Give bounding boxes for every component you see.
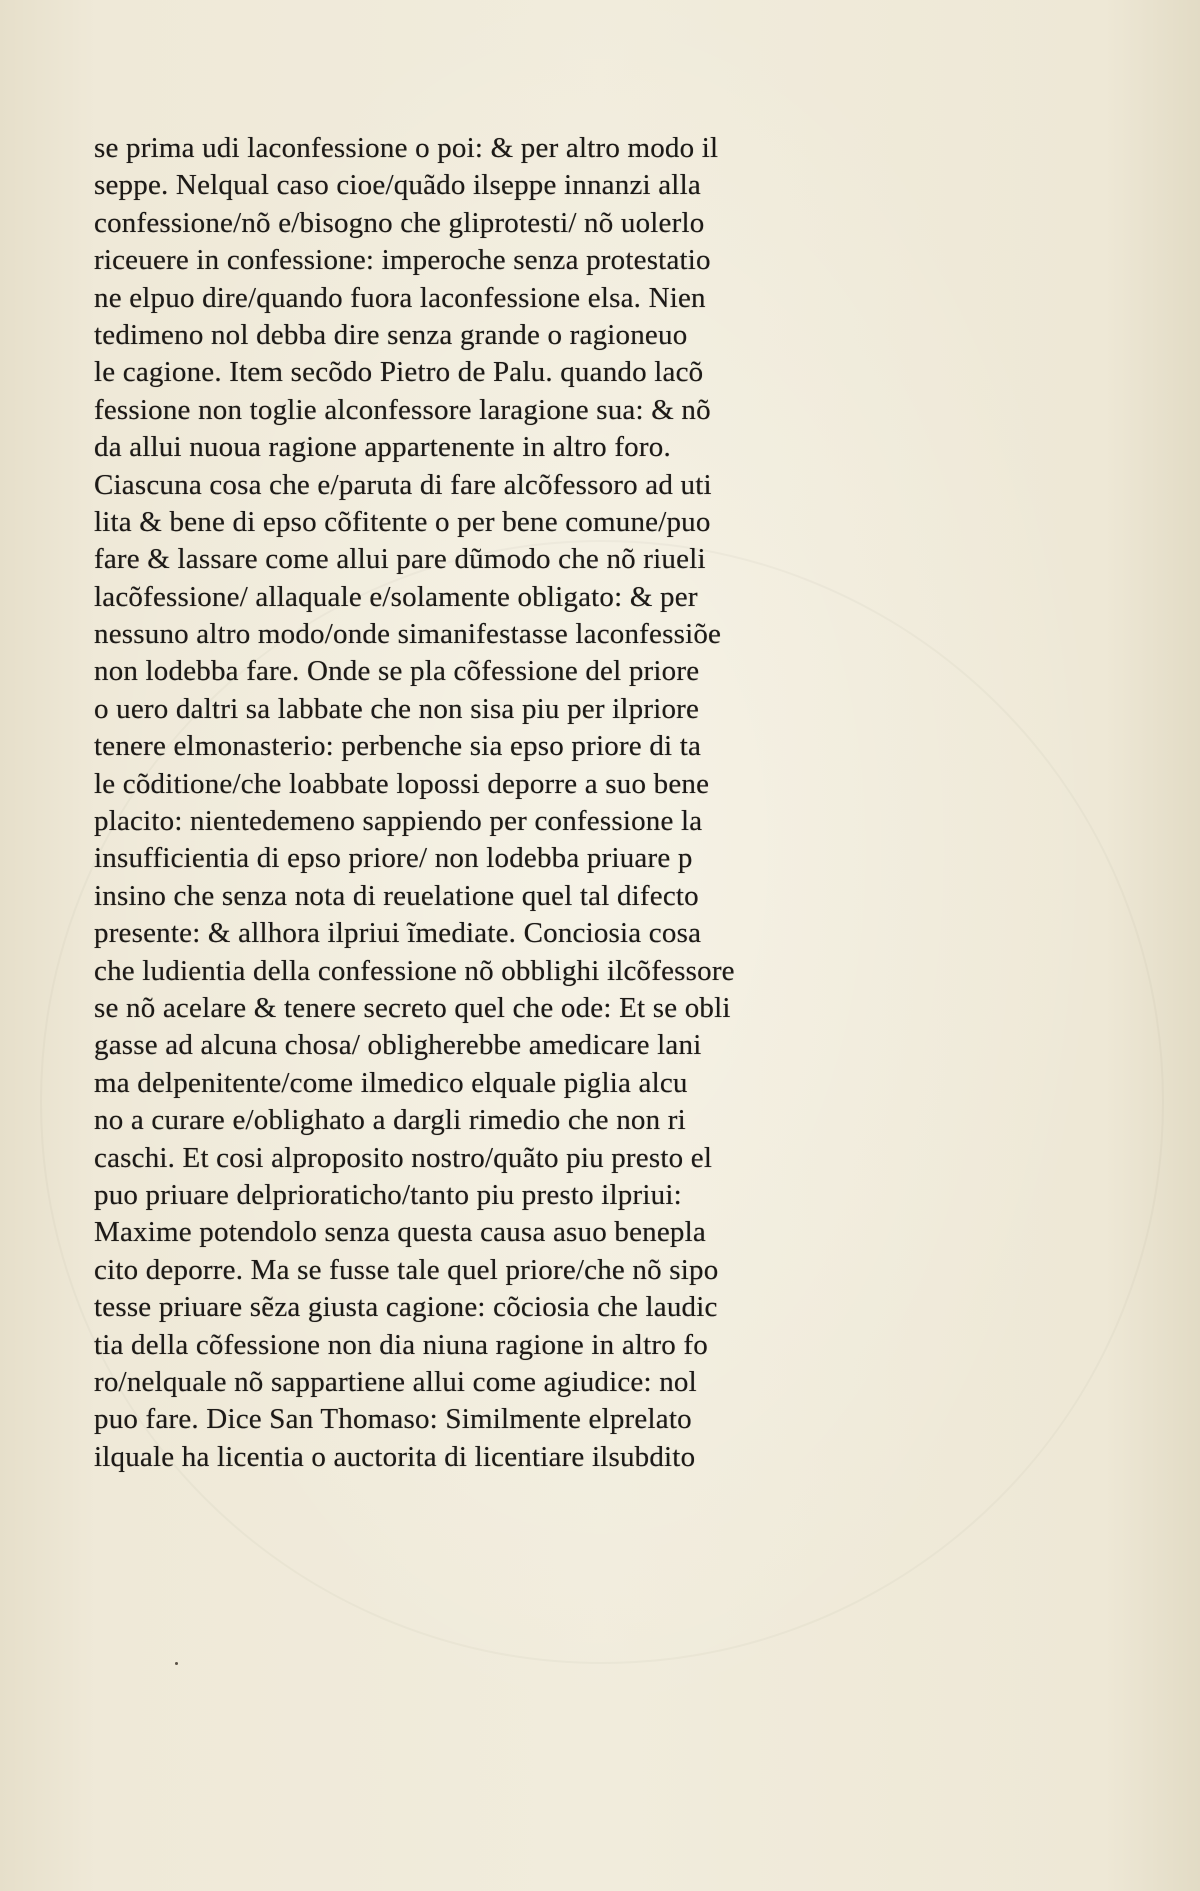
text-line: cito deporre. Ma se fusse tale quel priore/che nõ sipo [94, 1253, 719, 1286]
text-line: tesse priuare sẽza giusta cagione: cõciosia che laudic [94, 1291, 718, 1324]
text-line: puo priuare delprioraticho/tanto piu presto ilpriui: [94, 1178, 682, 1211]
text-line: caschi. Et cosi alproposito nostro/quãto piu presto el [94, 1141, 713, 1174]
text-line: Maxime potendolo senza questa causa asuo benepla [94, 1216, 706, 1249]
text-line: fessione non toglie alconfessore laragione sua: & nõ [94, 393, 711, 426]
text-line: da allui nuoua ragione appartenente in altro foro. [94, 431, 671, 464]
text-line: nessuno altro modo/onde simanifestasse laconfessiõe [94, 618, 722, 651]
text-line: le cõditione/che loabbate lopossi deporre a suo bene [94, 767, 710, 800]
text-line: tedimeno nol debba dire senza grande o ragioneuo [94, 318, 688, 351]
text-line: se prima udi laconfessione o poi: & per altro modo il [94, 132, 719, 164]
text-block [94, 130, 914, 1476]
text-line: ne elpuo dire/quando fuora laconfessione elsa. Nien [94, 281, 706, 314]
text-line: presente: & allhora ilpriui ĩmediate. Conciosia cosa [94, 917, 702, 950]
text-line: seppe. Nelqual caso cioe/quãdo ilseppe innanzi alla [94, 169, 701, 202]
text-line: no a curare e/oblighato a dargli rimedio che non ri [94, 1104, 686, 1137]
text-line: che ludientia della confessione nõ obblighi ilcõfessore [94, 954, 735, 987]
text-line: placito: nientedemeno sappiendo per confessione la [94, 805, 703, 838]
text-line: o uero daltri sa labbate che non sisa piu per ilpriore [94, 692, 700, 725]
text-line: ilquale ha licentia o auctorita di licentiare ilsubdito [94, 1440, 696, 1473]
text-line: puo fare. Dice San Thomaso: Similmente elprelato [94, 1403, 692, 1436]
text-line: Ciascuna cosa che e/paruta di fare alcõfessoro ad uti [94, 468, 712, 501]
text-line: lacõfessione/ allaquale e/solamente obligato: & per [94, 580, 698, 613]
text-line: ma delpenitente/come ilmedico elquale piglia alcu [94, 1066, 688, 1099]
text-line: gasse ad alcuna chosa/ obligherebbe amedicare lani [94, 1029, 702, 1062]
text-line: insino che senza nota di reuelatione quel tal difecto [94, 879, 699, 912]
text-line: le cagione. Item secõdo Pietro de Palu. quando lacõ [94, 356, 704, 389]
text-line: fare & lassare come allui pare dũmodo che nõ riueli [94, 543, 706, 576]
text-line: riceuere in confessione: imperoche senza protestatio [94, 244, 711, 277]
text-line: tenere elmonasterio: perbenche sia epso priore di ta [94, 730, 702, 763]
text-line: se nõ acelare & tenere secreto quel che ode: Et se obli [94, 991, 731, 1024]
text-line: confessione/nõ e/bisogno che gliprotesti/ nõ uolerlo [94, 206, 705, 239]
ink-speck [175, 1662, 178, 1665]
text-line: tia della cõfessione non dia niuna ragione in altro fo [94, 1328, 708, 1361]
text-line: non lodebba fare. Onde se pla cõfessione del priore [94, 655, 700, 688]
text-line: lita & bene di epso cõfitente o per bene comune/puo [94, 505, 711, 538]
text-line: insufficientia di epso priore/ non lodebba priuare p [94, 842, 693, 875]
text-line: ro/nelquale nõ sappartiene allui come agiudice: nol [94, 1365, 697, 1398]
